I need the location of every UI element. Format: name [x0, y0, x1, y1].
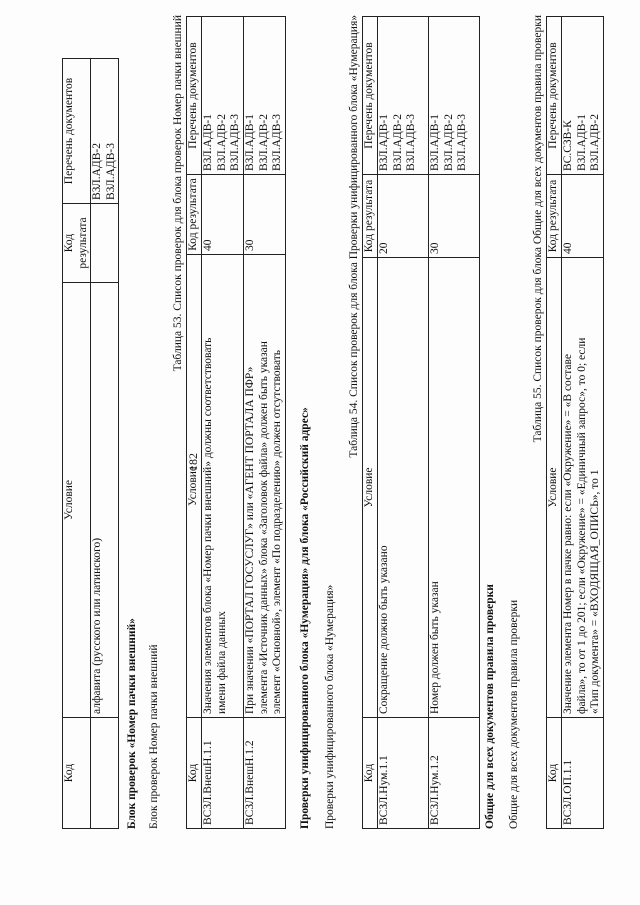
row-code: ВСЗЛ.ОП.1.1: [562, 718, 604, 829]
row-result: 30: [429, 175, 480, 258]
table-caption-54: Таблица 54. Список проверок для блока Проверки унифицированного блока «Нумерация»: [348, 15, 360, 458]
row-condition: [429, 258, 480, 718]
row-result: 20: [378, 175, 429, 258]
row-code: [91, 718, 119, 829]
row-code: ВСЗЛ.Нум.1.1: [378, 718, 429, 829]
col-result-code: Код результата: [63, 204, 91, 283]
table-header-row: [547, 17, 562, 829]
col-result-code: Код результата: [363, 175, 378, 258]
table-row: [378, 17, 429, 829]
row-docs: [562, 17, 604, 175]
section-heading-external: Блок проверок «Номер пачки внешний»: [126, 618, 138, 829]
col-condition: Условие: [187, 255, 202, 718]
table-header-row: [187, 17, 202, 829]
col-doc-list: Перечень документов: [187, 17, 202, 175]
condition-line: Значения элементов блока «Номер пачки внешний» должны соответствовать: [202, 337, 214, 714]
top-table: [62, 58, 119, 829]
doc-item: ВЗЛ.АДВ-2: [391, 113, 404, 171]
col-code: Код: [547, 718, 562, 829]
row-docs: [244, 17, 286, 175]
row-condition: [378, 258, 429, 718]
condition-line: Значение элемента Номер в пачке равно: если «Окружение» = «В составе: [562, 354, 574, 714]
col-code: Код: [63, 718, 91, 829]
doc-item: ВЗЛ.АДВ-2: [215, 113, 228, 171]
table-header-row: [63, 59, 91, 829]
col-code: Код: [363, 718, 378, 829]
doc-item: ВЗЛ.АДВ-3: [271, 113, 283, 171]
condition-line: «Тип документа» = «ВХОДЯЩАЯ_ОПИСЬ», то 1: [589, 469, 601, 714]
row-docs: [429, 17, 480, 175]
table-row: [202, 17, 244, 829]
page-number: 182: [186, 453, 200, 471]
row-condition: [562, 258, 604, 718]
condition-line: элемент «Основной», элемент «По подразделению» должен отсутствовать: [271, 349, 283, 714]
condition-line: элемента «Источник данных» блока «Заголовок файла» должен быть указан: [257, 341, 270, 714]
condition-line: имени файла данных: [215, 611, 228, 714]
table-53: [186, 16, 286, 829]
condition-line: файла», то от 1 до 201; если «Окружение» = «Единичный запрос», то 0; если: [575, 337, 588, 714]
row-condition: [244, 255, 286, 718]
row-result: 30: [244, 175, 286, 255]
doc-item: ВЗЛ.АДВ-3: [456, 113, 468, 171]
table-row: [244, 17, 286, 829]
section-heading-common: Общие для всех документов правила проверки: [484, 584, 496, 829]
row-docs: [378, 17, 429, 175]
col-result-code: Код результата: [187, 175, 202, 255]
table-caption-53: Таблица 53. Список проверок для блока проверок Номер пачки внешний: [172, 15, 184, 372]
doc-item: ВЗЛ.АДВ-3: [104, 142, 117, 200]
condition-line: Номер должен быть указан: [429, 581, 441, 714]
col-condition: Условие: [63, 283, 91, 718]
doc-item: ВЗЛ.АДВ-1: [202, 113, 214, 171]
doc-item: ВЗЛ.АДВ-1: [244, 113, 256, 171]
table-caption-55: Таблица 55. Список проверок для блока Общие для всех документов правила проверки: [532, 15, 544, 443]
doc-item: ВЗЛ.АДВ-2: [589, 113, 601, 171]
row-docs: [91, 59, 119, 204]
row-condition: [91, 283, 119, 718]
doc-item: ВЗЛ.АДВ-2: [91, 142, 103, 200]
table-header-row: [363, 17, 378, 829]
row-result: [91, 204, 119, 283]
col-doc-list: Перечень документов: [363, 17, 378, 175]
condition-line: алфавита (русского или латинского): [91, 537, 103, 714]
col-condition: Условие: [363, 258, 378, 718]
doc-item: ВЗЛ.АДВ-3: [405, 113, 417, 171]
row-docs: [202, 17, 244, 175]
section-subtitle-external: Блок проверок Номер пачки внешний: [148, 644, 160, 829]
col-result-code: Код результата: [547, 175, 562, 258]
col-doc-list: Перечень документов: [63, 59, 91, 204]
table-row: [429, 17, 480, 829]
row-code: ВСЗЛ.ВнешН.1.2: [244, 718, 286, 829]
doc-item: ВЗЛ.АДВ-1: [378, 113, 390, 171]
col-code: Код: [187, 718, 202, 829]
row-result: 40: [202, 175, 244, 255]
col-condition: Условие: [547, 258, 562, 718]
doc-item: ВЗЛ.АДВ-2: [257, 113, 270, 171]
section-subtitle-common: Общие для всех документов правила проверки: [508, 599, 520, 829]
section-heading-numbering: Проверки унифицированного блока «Нумерация» для блока «Российский адрес»: [299, 407, 311, 829]
col-doc-list: Перечень документов: [547, 17, 562, 175]
table-row: [562, 17, 604, 829]
doc-item: ВЗЛ.АДВ-1: [575, 113, 588, 171]
doc-item: ВЗЛ.АДВ-3: [229, 113, 241, 171]
doc-item: ВЗЛ.АДВ-1: [429, 113, 441, 171]
section-subtitle-numbering: Проверки унифицированного блока «Нумерация»: [324, 584, 336, 829]
row-code: ВСЗЛ.ВнешН.1.1: [202, 718, 244, 829]
table-row: [91, 59, 119, 829]
table-54: [362, 16, 480, 829]
row-result: 40: [562, 175, 604, 258]
condition-line: При значении «ПОРТАЛ ГОСУСЛУГ» или «АГЕНТ ПОРТАЛА ПФР»: [244, 366, 256, 714]
row-code: ВСЗЛ.Нум.1.2: [429, 718, 480, 829]
row-condition: [202, 255, 244, 718]
doc-item: ВС.СЗВ-К: [562, 120, 574, 171]
condition-line: Сокращение должно быть указано: [378, 545, 390, 714]
doc-item: ВЗЛ.АДВ-2: [442, 113, 455, 171]
table-55: [546, 16, 604, 829]
